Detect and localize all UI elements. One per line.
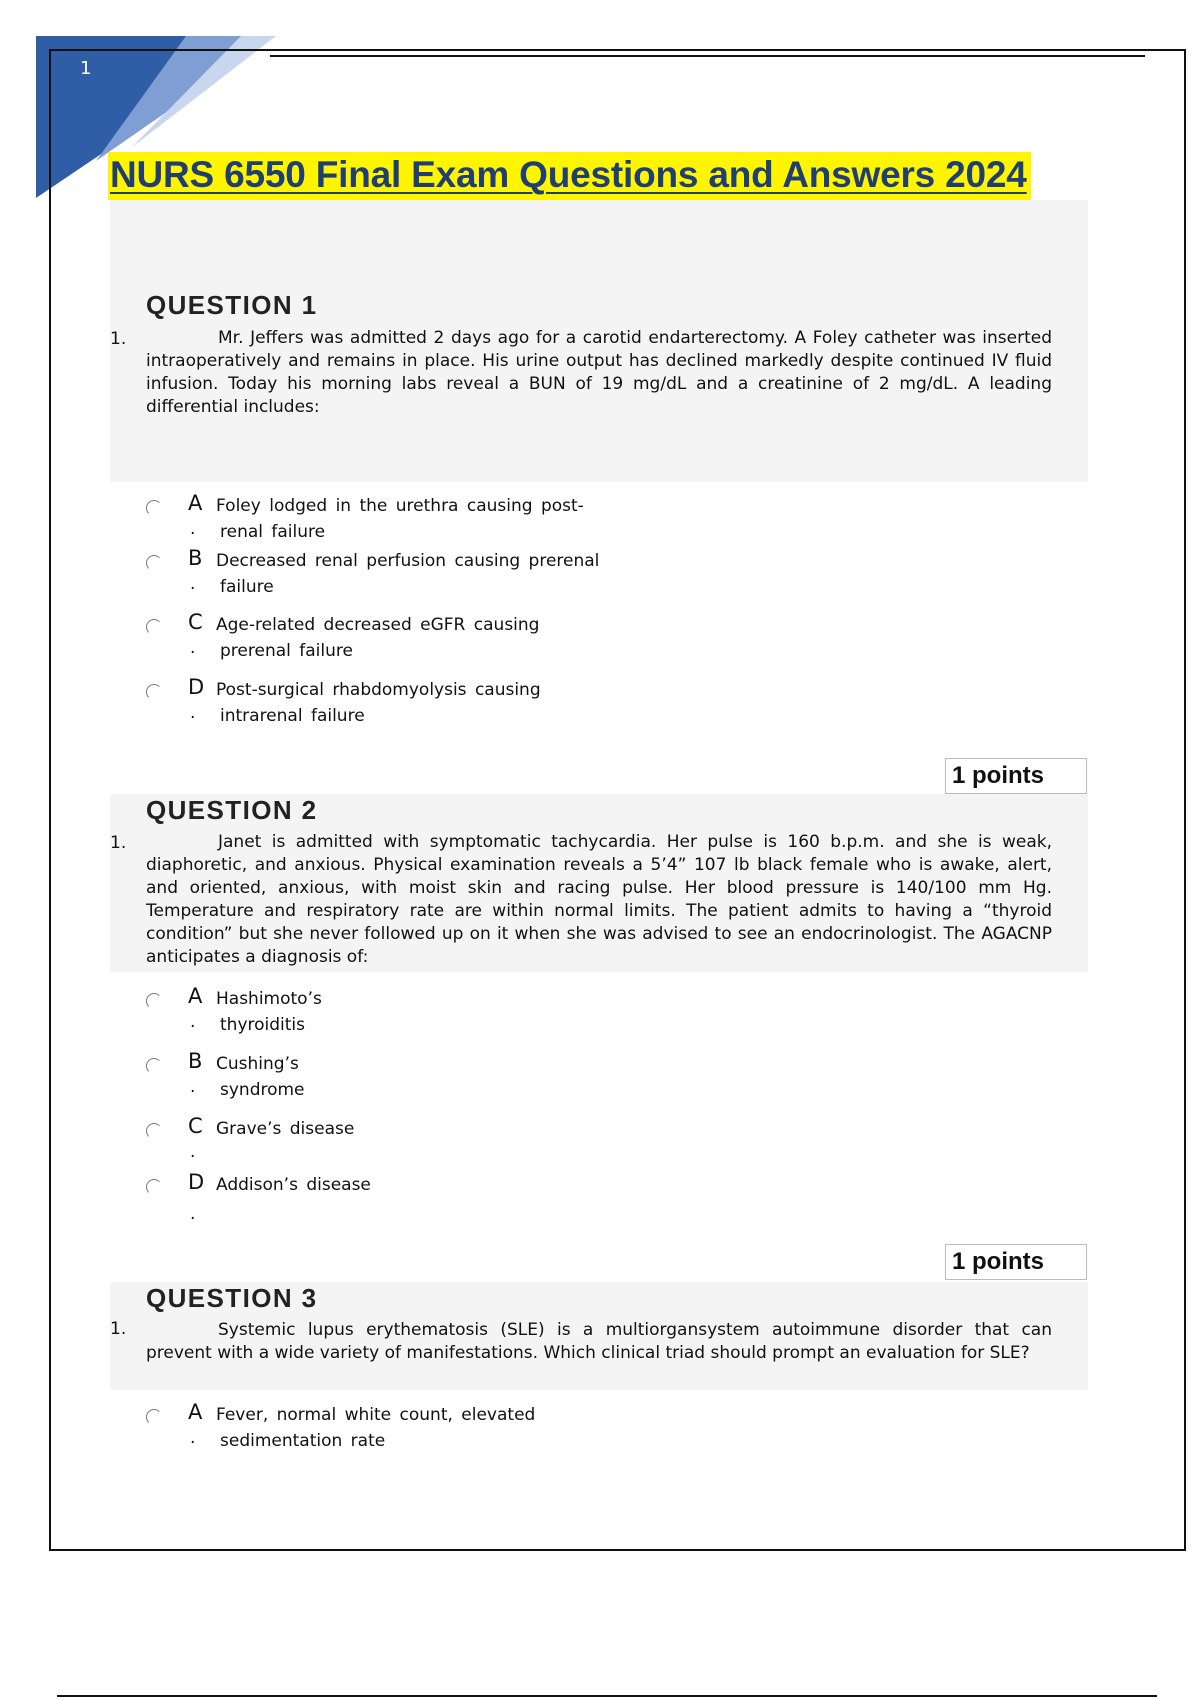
- option-letter: D: [188, 1170, 205, 1194]
- document-title: NURS 6550 Final Exam Questions and Answers 2024: [108, 152, 1031, 200]
- radio-button[interactable]: [146, 993, 162, 1009]
- option-letter: C: [188, 1114, 203, 1138]
- option-text: Post-surgical rhabdomyolysis causing: [216, 680, 541, 700]
- option-dot: .: [190, 1428, 196, 1448]
- answer-option-a[interactable]: [146, 1400, 706, 1452]
- footer-rule: [57, 1695, 1157, 1697]
- points-badge: 1 points: [945, 1244, 1087, 1280]
- answer-option-d[interactable]: [146, 1170, 706, 1222]
- option-text: Cushing’s: [216, 1054, 299, 1074]
- question-heading: QUESTION 1: [146, 290, 318, 320]
- answer-option-c[interactable]: [146, 1114, 706, 1166]
- option-letter: A: [188, 984, 203, 1008]
- page-number: 1: [80, 58, 92, 79]
- option-dot: .: [190, 1012, 196, 1032]
- option-text-continued: intrarenal failure: [220, 706, 365, 726]
- answer-option-a[interactable]: [146, 491, 706, 543]
- radio-button[interactable]: [146, 1179, 162, 1195]
- option-letter: B: [188, 1049, 203, 1073]
- question-block-2: [110, 794, 1088, 972]
- question-text: Janet is admitted with symptomatic tachycardia. Her pulse is 160 b.p.m. and she is weak, diaphoretic, and anxious. Physical examination reveals a 5’4” 107 lb black female who is awake, alert, and oriented, anxious, with moist skin and racing pulse. Her blood pressure is 140/100 mm Hg. Temperature and respiratory rate are within normal limits. The patient admits to having a “thyroid condition” but she never followed up on it when she was advised to see an endocrinologist. The AGACNP anticipates a diagnosis of:: [146, 832, 1052, 967]
- answer-option-c[interactable]: [146, 610, 706, 662]
- option-text-continued: prerenal failure: [220, 641, 353, 661]
- option-dot: .: [190, 1204, 196, 1224]
- option-dot: .: [190, 519, 196, 539]
- option-text-continued: failure: [220, 577, 274, 597]
- option-letter: B: [188, 546, 203, 570]
- option-letter: A: [188, 491, 203, 515]
- option-dot: .: [190, 1077, 196, 1097]
- option-text-continued: renal failure: [220, 522, 326, 542]
- question-heading: QUESTION 2: [146, 795, 318, 825]
- option-text-continued: sedimentation rate: [220, 1431, 386, 1451]
- option-text: Addison’s disease: [216, 1175, 371, 1195]
- option-dot: .: [190, 1142, 196, 1162]
- question-text: Mr. Jeffers was admitted 2 days ago for a carotid endarterectomy. A Foley catheter was inserted intraoperatively and remains in place. His urine output has declined markedly despite continued IV fluid infusion. Today his morning labs reveal a BUN of 19 mg/dL and a creatinine of 2 mg/dL. A leading differential includes:: [146, 328, 1052, 417]
- radio-button[interactable]: [146, 500, 162, 516]
- option-dot: .: [190, 574, 196, 594]
- option-letter: A: [188, 1400, 203, 1424]
- question-text: Systemic lupus erythematosis (SLE) is a multiorgansystem autoimmune disorder that can prevent with a wide variety of manifestations. Which clinical triad should prompt an evaluation for SLE?: [146, 1320, 1052, 1363]
- radio-button[interactable]: [146, 684, 162, 700]
- radio-button[interactable]: [146, 1409, 162, 1425]
- option-letter: D: [188, 675, 205, 699]
- option-text-continued: thyroiditis: [220, 1015, 305, 1035]
- points-badge: 1 points: [945, 758, 1087, 794]
- option-text-continued: syndrome: [220, 1080, 305, 1100]
- radio-button[interactable]: [146, 555, 162, 571]
- option-dot: .: [190, 703, 196, 723]
- option-text: Grave’s disease: [216, 1119, 355, 1139]
- answer-option-b[interactable]: [146, 1049, 706, 1101]
- option-text: Hashimoto’s: [216, 989, 322, 1009]
- option-text: Decreased renal perfusion causing prerenal: [216, 551, 600, 571]
- question-number: 1.: [110, 329, 127, 349]
- question-block-1: [110, 200, 1088, 482]
- answer-option-b[interactable]: [146, 546, 706, 598]
- option-dot: .: [190, 638, 196, 658]
- question-number: 1.: [110, 833, 127, 853]
- option-text: Age-related decreased eGFR causing: [216, 615, 540, 635]
- option-text: Fever, normal white count, elevated: [216, 1405, 536, 1425]
- question-heading: QUESTION 3: [146, 1283, 318, 1313]
- question-number: 1.: [110, 1319, 127, 1339]
- radio-button[interactable]: [146, 619, 162, 635]
- option-letter: C: [188, 610, 203, 634]
- question-block-3: [110, 1282, 1088, 1390]
- option-text: Foley lodged in the urethra causing post-: [216, 496, 584, 516]
- radio-button[interactable]: [146, 1058, 162, 1074]
- answer-option-a[interactable]: [146, 984, 706, 1036]
- radio-button[interactable]: [146, 1123, 162, 1139]
- answer-option-d[interactable]: [146, 675, 706, 727]
